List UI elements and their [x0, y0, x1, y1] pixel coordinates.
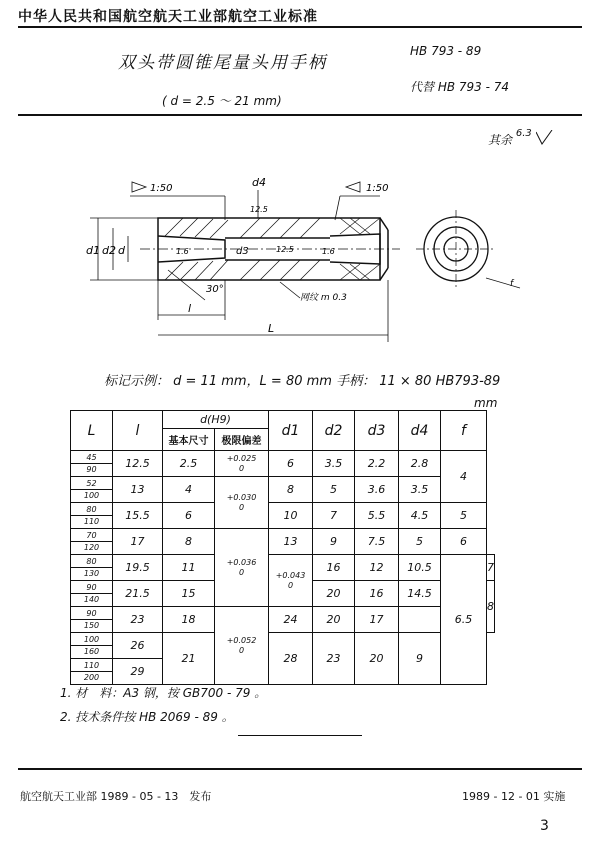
cell-L [71, 477, 113, 503]
marking-example: 标记示例： d = 11 mm，L = 80 mm 手柄： 11 × 80 HB793-89 [104, 374, 501, 389]
cell-basic: 4 [163, 477, 215, 503]
header-l: l [113, 411, 163, 451]
L-value: 90 [71, 582, 112, 594]
knurl-label: 网纹 m 0.3 [300, 293, 347, 303]
org-standard-title: 中华人民共和国航空航天工业部航空工业标准 [18, 9, 318, 25]
d1-label: d1 [86, 244, 100, 257]
d4-label: d4 [252, 176, 266, 189]
cell-d1: 28 [269, 633, 313, 685]
cell-d1: 24 [269, 607, 313, 633]
header-d1: d1 [269, 411, 313, 451]
L-value: 110 [71, 660, 112, 672]
page-number: 3 [540, 818, 549, 834]
header-L: L [71, 411, 113, 451]
taper-left-label: 1:50 [150, 183, 173, 194]
notes-end-rule [238, 735, 362, 736]
cell-f: 8 [487, 581, 495, 633]
part-drawing [0, 170, 600, 370]
cell-d2: 9 [313, 529, 355, 555]
cell-L [71, 581, 113, 607]
table-row [71, 503, 495, 529]
cell-basic: 8 [163, 529, 215, 555]
L-value: 45 [71, 452, 112, 464]
cell-d3: 10.5 [399, 555, 441, 581]
roughness-label: 其余 [488, 133, 513, 147]
cell-d1: 16 [313, 555, 355, 581]
L-value: 140 [83, 595, 100, 604]
cell-L [71, 607, 113, 633]
table-row [71, 633, 495, 659]
cell-dev: +0.025 0 [215, 451, 269, 477]
cell-L [71, 633, 113, 659]
cell-l: 12.5 [113, 451, 163, 477]
table-row [71, 477, 495, 503]
cell-L [71, 529, 113, 555]
footer-effective: 1989 - 12 - 01 实施 [462, 790, 566, 803]
roughness-note [488, 128, 554, 148]
header-basic-size: 基本尺寸 [163, 429, 215, 451]
note-material: 1. 材 料：A3 钢，按 GB700 - 79 。 [60, 686, 267, 700]
cell-d2: 16 [355, 581, 399, 607]
footer-rule [18, 768, 582, 770]
document-title: 双头带圆锥尾量头用手柄 [118, 53, 327, 73]
L-value: 100 [71, 634, 112, 646]
L-value: 200 [83, 673, 100, 682]
cell-basic: 6 [163, 503, 215, 529]
cell-l: 26 [113, 633, 163, 659]
cell-dev: +0.043 0 [269, 555, 313, 607]
cell-d1: 10 [269, 503, 313, 529]
cell-basic: 2.5 [163, 451, 215, 477]
ra-right-label: 1.6 [322, 247, 335, 256]
header-d: d(H9) [163, 411, 269, 429]
L-value: 130 [83, 569, 100, 578]
cell-basic: 15 [163, 581, 215, 607]
roughness-value: 6.3 [515, 128, 532, 139]
header-rule-top [18, 26, 582, 28]
cell-d3: 17 [355, 607, 399, 633]
L-value: 160 [83, 647, 100, 656]
header-d2: d2 [313, 411, 355, 451]
cell-d4: 3.5 [399, 477, 441, 503]
cell-d3: 5.5 [355, 503, 399, 529]
header-d4: d4 [399, 411, 441, 451]
header-limit-deviation: 极限偏差 [215, 429, 269, 451]
cell-l: 29 [113, 659, 163, 685]
cell-d3: 2.2 [355, 451, 399, 477]
cell-f: 6 [441, 529, 487, 555]
cell-l: 19.5 [113, 555, 163, 581]
cell-d4: 4.5 [399, 503, 441, 529]
cell-d2: 7 [313, 503, 355, 529]
d-label: d [118, 244, 125, 257]
ra-mid-label: 12.5 [276, 245, 294, 254]
cell-d3: 14.5 [399, 581, 441, 607]
cell-l: 21.5 [113, 581, 163, 607]
cell-d1: 20 [313, 581, 355, 607]
L-dim-label: L [268, 322, 275, 335]
ra-left-label: 1.6 [176, 247, 189, 256]
cell-basic: 18 [163, 607, 215, 633]
cell-d2: 20 [313, 607, 355, 633]
cell-d2: 5 [313, 477, 355, 503]
L-value: 120 [83, 543, 100, 552]
cell-d1: 13 [269, 529, 313, 555]
cell-d4: 6.5 [441, 555, 487, 685]
cell-d4: 2.8 [399, 451, 441, 477]
L-value: 52 [71, 478, 112, 490]
cell-d1: 6 [269, 451, 313, 477]
cell-dev: +0.036 0 [215, 529, 269, 607]
replaces-standard: 代替 HB 793 - 74 [410, 80, 510, 94]
table-row [71, 451, 495, 477]
header-f: f [441, 411, 487, 451]
cell-f: 5 [441, 503, 487, 529]
cell-d3: 3.6 [355, 477, 399, 503]
L-value: 90 [86, 465, 97, 474]
standard-number: HB 793 - 89 [410, 44, 482, 58]
f-label: f [510, 279, 514, 289]
cell-d3: 20 [355, 633, 399, 685]
footer-issuer: 航空航天工业部 1989 - 05 - 13 发布 [20, 790, 212, 803]
table-row [71, 529, 495, 555]
cell-basic: 11 [163, 555, 215, 581]
d2-label: d2 [102, 244, 116, 257]
cell-d3: 7.5 [355, 529, 399, 555]
cell-f: 9 [399, 633, 441, 685]
cell-d1: 8 [269, 477, 313, 503]
cell-f: 7 [487, 555, 495, 581]
d3-label: d3 [236, 246, 249, 257]
cell-basic: 21 [163, 633, 215, 685]
unit-label: mm [474, 396, 498, 410]
table-row [71, 607, 495, 633]
L-value: 90 [71, 608, 112, 620]
cell-l: 13 [113, 477, 163, 503]
cell-dev: +0.052 0 [215, 607, 269, 685]
l-dim-label: l [188, 302, 192, 315]
cell-L [71, 503, 113, 529]
cell-l: 17 [113, 529, 163, 555]
cell-L [71, 555, 113, 581]
L-value: 80 [71, 504, 112, 516]
ra-top-label: 12.5 [250, 205, 268, 214]
document-subtitle: ( d = 2.5 ～ 21 mm) [162, 94, 282, 108]
cell-l: 15.5 [113, 503, 163, 529]
cell-d2: 23 [313, 633, 355, 685]
cell-d2: 12 [355, 555, 399, 581]
header-rule-bottom [18, 114, 582, 116]
cell-L [71, 659, 113, 685]
table-row [71, 555, 495, 581]
cell-L [71, 451, 113, 477]
cell-d2: 3.5 [313, 451, 355, 477]
cell-d4: 5 [399, 529, 441, 555]
header-d3: d3 [355, 411, 399, 451]
angle-label: 30° [206, 284, 224, 295]
cell-f: 4 [441, 451, 487, 503]
cell-l: 23 [113, 607, 163, 633]
L-value: 100 [83, 491, 100, 500]
L-value: 70 [71, 530, 112, 542]
note-technical: 2. 技术条件按 HB 2069 - 89 。 [60, 710, 234, 724]
taper-right-label: 1:50 [366, 183, 389, 194]
roughness-symbol-icon [536, 130, 554, 146]
L-value: 110 [83, 517, 100, 526]
dimension-table [70, 410, 495, 685]
L-value: 80 [71, 556, 112, 568]
L-value: 150 [83, 621, 100, 630]
cell-dev: +0.030 0 [215, 477, 269, 529]
